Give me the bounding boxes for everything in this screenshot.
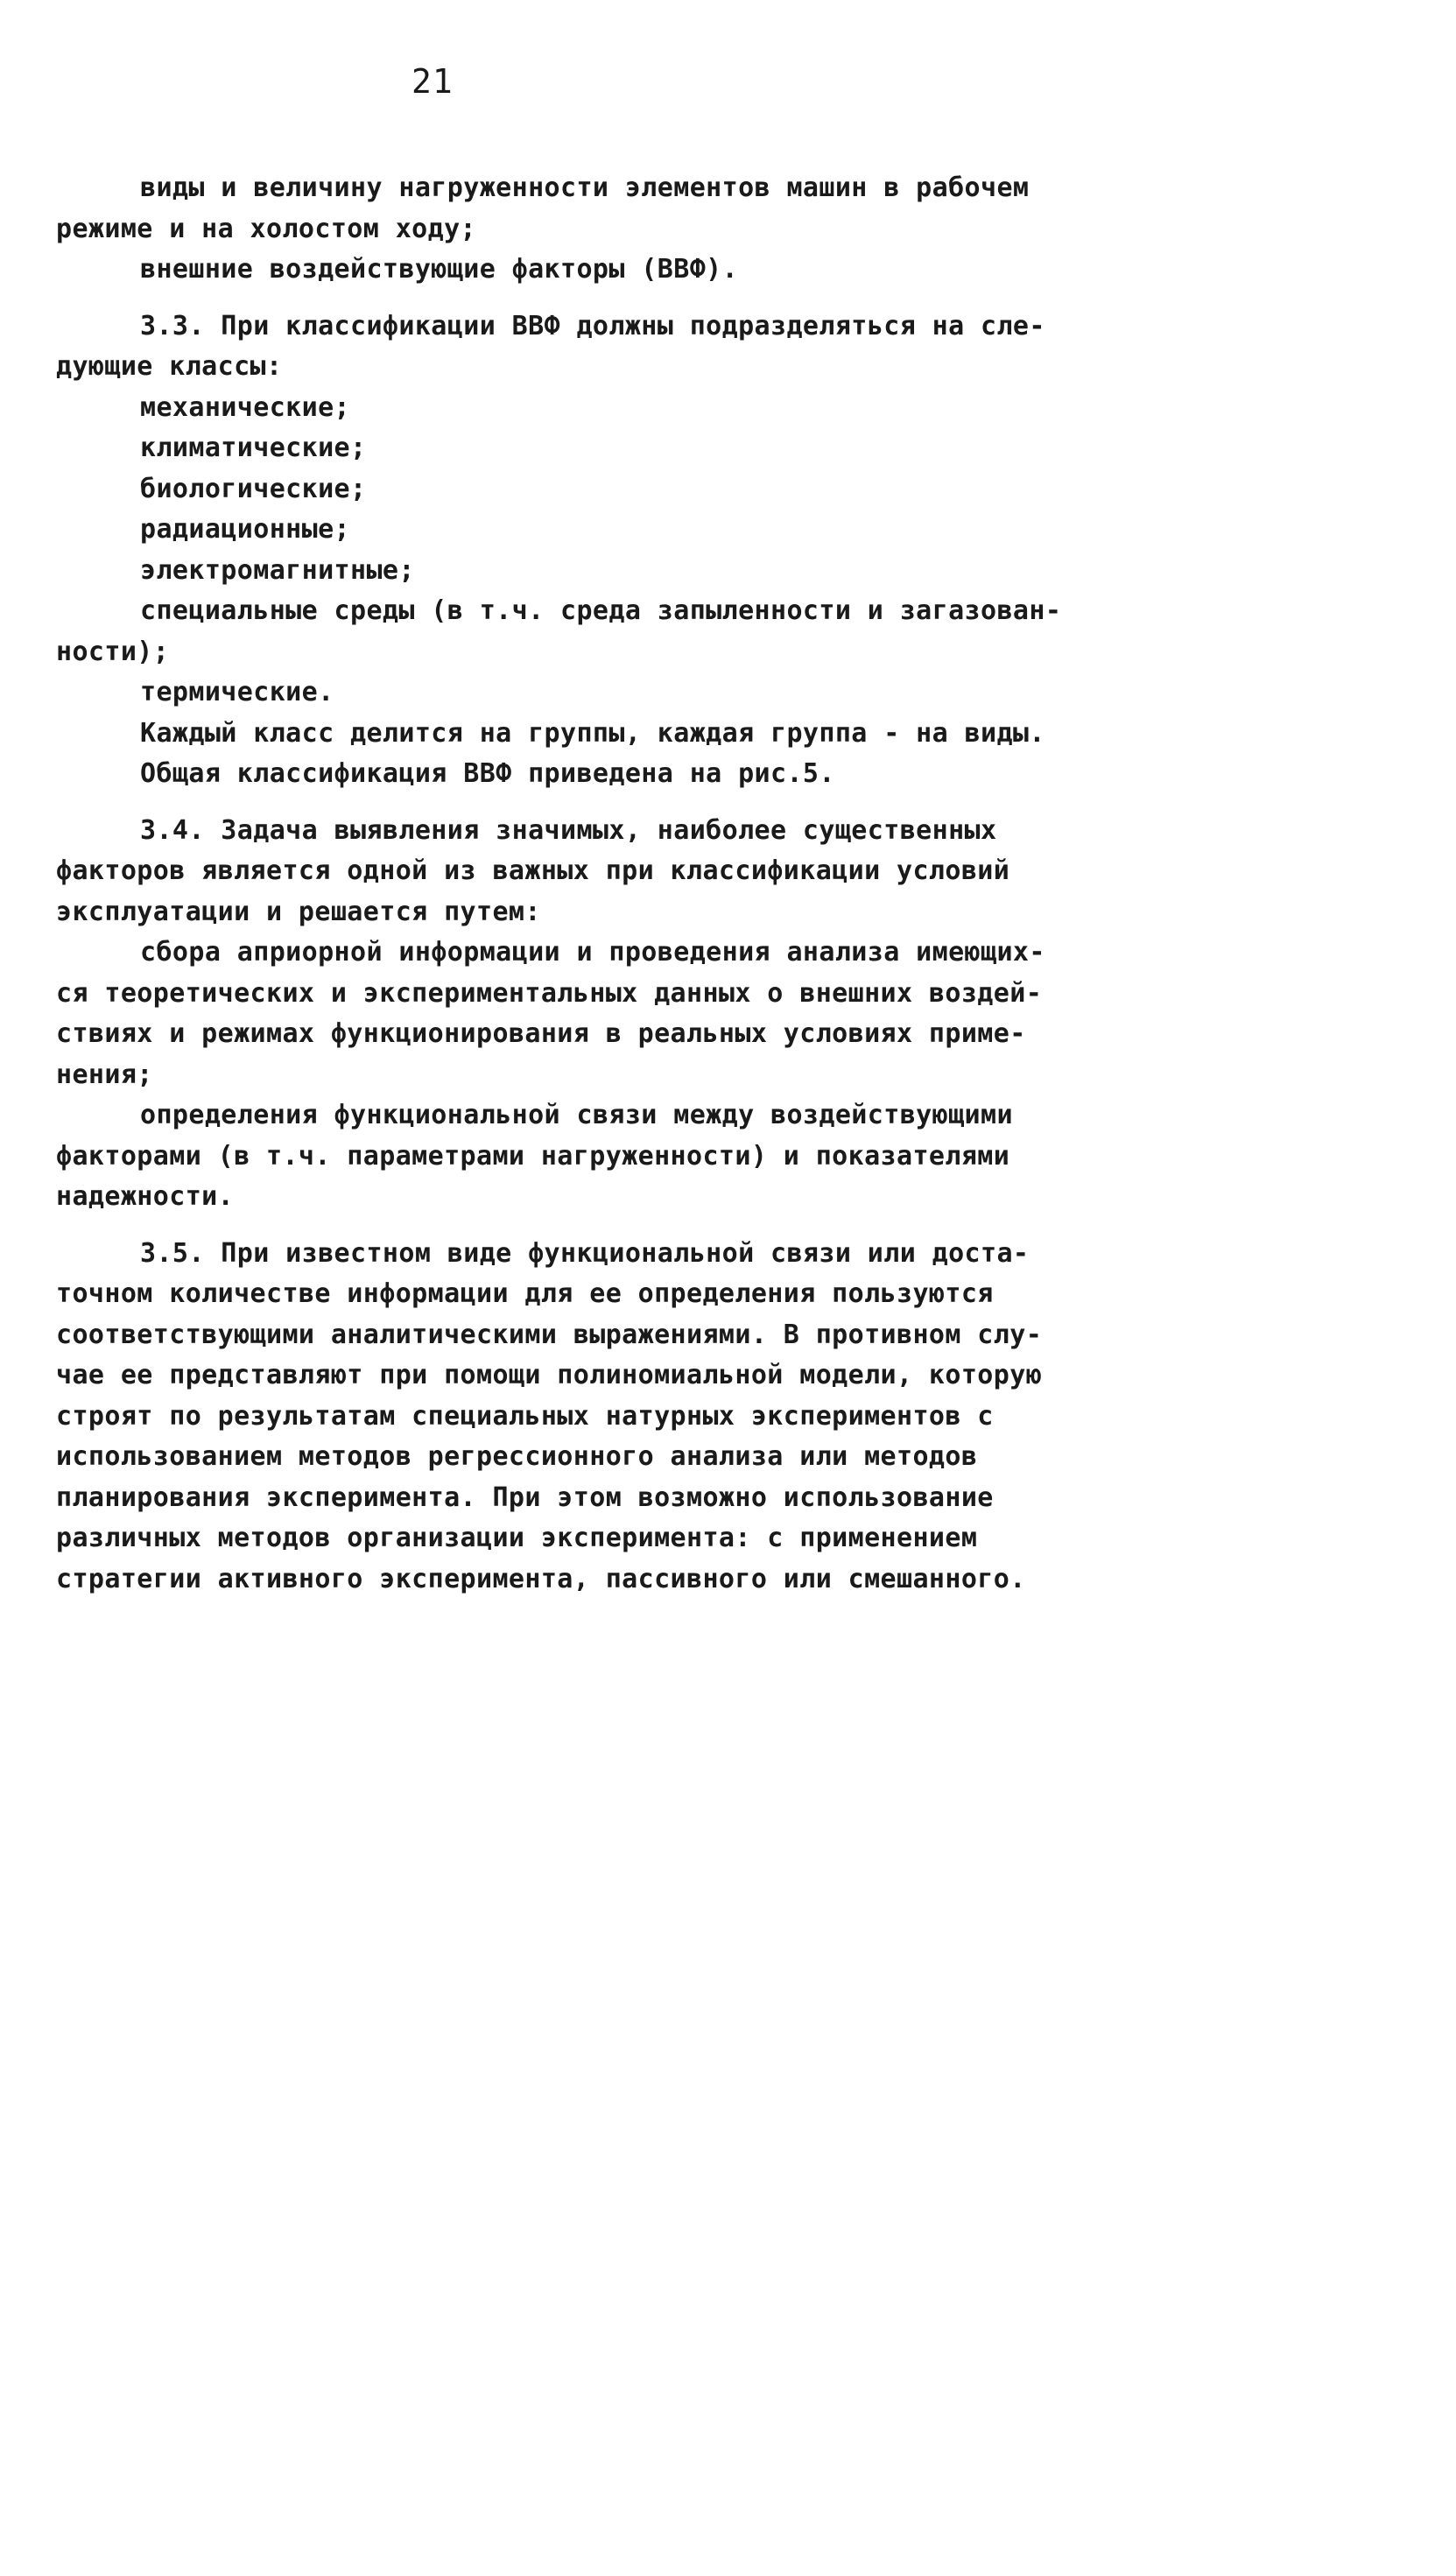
text-line: ности);: [56, 636, 170, 667]
text-line: надежности.: [56, 1181, 235, 1212]
text-line: специальные среды (в т.ч. среда запыленности и загазован-: [140, 595, 1062, 626]
text-line: строят по результатам специальных натурных экспериментов с: [56, 1400, 994, 1432]
text-line: радиационные;: [140, 514, 350, 545]
text-line: ствиях и режимах функционирования в реальных условиях приме-: [56, 1018, 1026, 1049]
text-line: режиме и на холостом ходу;: [56, 213, 476, 244]
text-line: внешние воздействующие факторы (ВВФ).: [140, 254, 739, 285]
body-text: [56, 168, 1115, 1600]
text-line: 3.4. Задача выявления значимых, наиболее существенных: [140, 814, 997, 846]
text-line: соответствующими аналитическими выражениями. В противном слу-: [56, 1319, 1043, 1350]
text-line: Каждый класс делится на группы, каждая группа - на виды.: [140, 717, 1045, 749]
text-line: точном количестве информации для ее определения пользуются: [56, 1278, 994, 1309]
text-line: ся теоретических и экспериментальных данных о внешних воздей-: [56, 977, 1043, 1009]
text-line: климатические;: [140, 433, 367, 463]
text-line: чае ее представляют при помощи полиномиальной модели, которую: [56, 1360, 1043, 1390]
text-line: электромагнитные;: [140, 554, 415, 586]
text-line: использованием методов регрессионного анализа или методов: [56, 1441, 978, 1472]
text-line: термические.: [140, 677, 334, 707]
text-line: биологические;: [140, 473, 367, 504]
text-line: различных методов организации эксперимента: с применением: [56, 1523, 978, 1553]
text-line: определения функциональной связи между воздействующими: [140, 1100, 1013, 1130]
text-line: дующие классы:: [56, 351, 283, 382]
text-line: нения;: [56, 1059, 153, 1090]
text-line: виды и величину нагруженности элементов машин в рабочем: [140, 172, 1030, 203]
text-line: 3.5. При известном виде функциональной связи или доста-: [140, 1237, 1030, 1269]
text-line: Общая классификация ВВФ приведена на рис.5.: [140, 758, 835, 789]
text-line: стратегии активного эксперимента, пассивного или смешанного.: [56, 1563, 1026, 1594]
text-line: 3.3. При классификации ВВФ должны подразделяться на сле-: [140, 310, 1045, 341]
text-line: планирования эксперимента. При этом возможно использование: [56, 1482, 994, 1513]
text-line: факторов является одной из важных при классификации условий: [56, 855, 1010, 886]
text-line: механические;: [140, 391, 350, 423]
page-number: 21: [411, 62, 454, 101]
text-line: факторами (в т.ч. параметрами нагруженности) и показателями: [56, 1140, 1010, 1172]
text-line: сбора априорной информации и проведения анализа имеющих-: [140, 937, 1045, 968]
text-line: эксплуатации и решается путем:: [56, 896, 541, 927]
